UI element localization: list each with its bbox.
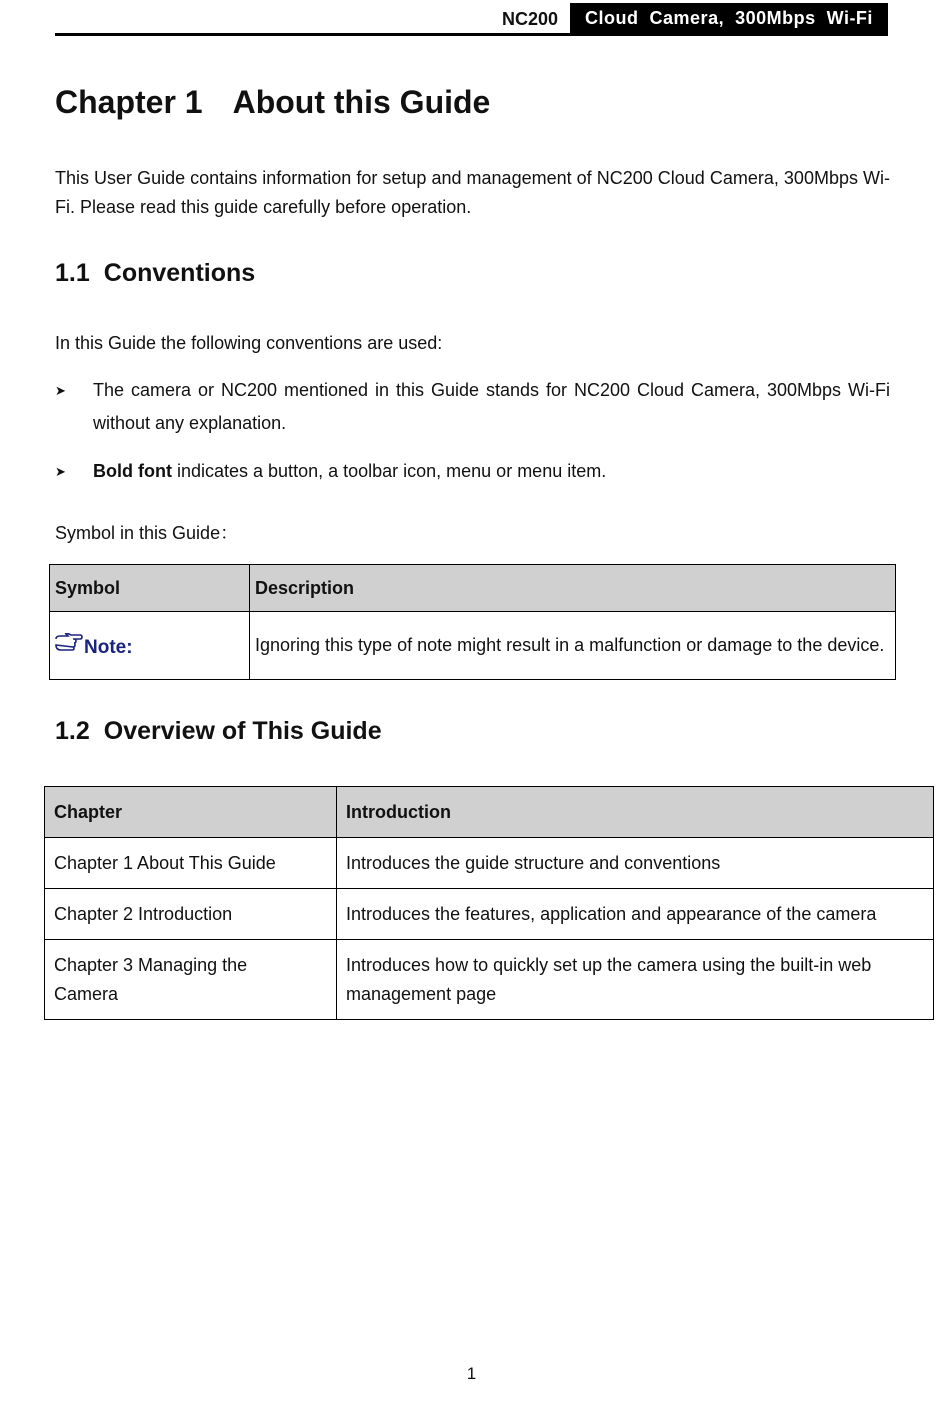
table-cell: Introduces the features, application and appearance of the camera	[337, 889, 934, 940]
list-item-text	[93, 455, 890, 488]
table-header: Description	[250, 565, 896, 612]
product-name: Cloud Camera, 300Mbps Wi-Fi	[570, 3, 888, 33]
section-number: 1.1	[55, 259, 90, 287]
table-cell: Introduces how to quickly set up the camera using the built-in web management page	[337, 940, 934, 1020]
note-label	[55, 637, 133, 658]
bold-explanation: indicates a button, a toolbar icon, menu or menu item.	[171, 461, 607, 481]
section-heading-conventions	[55, 259, 255, 288]
chapter-title: About this Guide	[232, 84, 491, 120]
page-number: 1	[466, 1364, 477, 1383]
page-header	[55, 3, 888, 36]
symbol-intro: Symbol in this Guide：	[55, 523, 239, 543]
chapter-number: Chapter 1	[55, 84, 203, 120]
table-cell: Chapter 2 Introduction	[45, 889, 337, 940]
conventions-intro: In this Guide the following conventions are used:	[55, 333, 443, 353]
table-cell: Chapter 3 Managing the Camera	[45, 940, 337, 1020]
list-item	[55, 374, 890, 440]
table-header: Chapter	[45, 787, 337, 838]
list-item	[55, 455, 890, 488]
list-item-text: The camera or NC200 mentioned in this Guide stands for NC200 Cloud Camera, 300Mbps Wi-Fi without any explanation.	[93, 380, 890, 433]
pointing-hand-icon	[55, 633, 83, 651]
section-heading-overview	[55, 717, 382, 746]
model-name: NC200	[501, 9, 558, 29]
table-cell	[50, 612, 250, 680]
symbol-table	[49, 564, 896, 680]
arrow-bullet-icon: ➤	[55, 383, 66, 398]
table-cell: Chapter 1 About This Guide	[45, 838, 337, 889]
section-title: Conventions	[103, 259, 256, 287]
bold-term: Bold font	[93, 461, 172, 481]
chapter-heading	[55, 84, 490, 121]
table-header: Symbol	[50, 565, 250, 612]
overview-table	[44, 786, 934, 1020]
table-row	[45, 838, 934, 889]
table-cell: Introduces the guide structure and conventions	[337, 838, 934, 889]
intro-paragraph: This User Guide contains information for setup and management of NC200 Cloud Camera, 300Mbps Wi-Fi. Please read this guide carefully before operation.	[55, 168, 890, 217]
table-row	[45, 889, 934, 940]
table-row	[45, 940, 934, 1020]
table-cell: Ignoring this type of note might result in a malfunction or damage to the device.	[250, 612, 896, 680]
table-header: Introduction	[337, 787, 934, 838]
arrow-bullet-icon: ➤	[55, 464, 66, 479]
section-number: 1.2	[55, 717, 90, 745]
section-title: Overview of This Guide	[103, 717, 382, 745]
note-text: Note:	[84, 636, 133, 658]
table-row	[50, 612, 896, 680]
